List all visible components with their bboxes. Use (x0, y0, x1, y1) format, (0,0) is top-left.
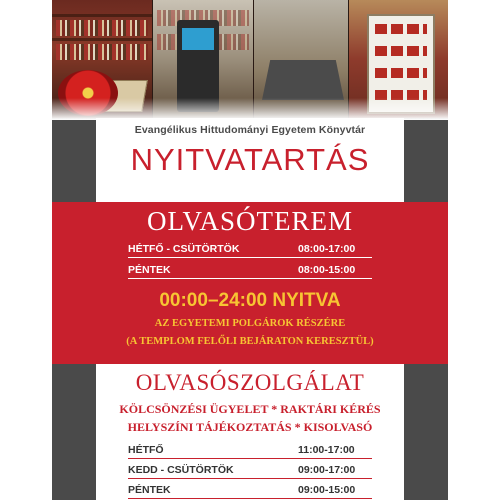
reading-room-title: OLVASÓTEREM (146, 206, 354, 236)
entrance-note: (A TEMPLOM FELŐLI BEJÁRATON KERESZTÜL) (126, 336, 374, 347)
photo-collage (52, 0, 448, 118)
hours-day: HÉTFŐ - CSÜTÖRTÖK (128, 243, 240, 255)
hours-row (128, 484, 372, 499)
hours-time: 08:00-15:00 (298, 264, 356, 276)
services-line: HELYSZÍNI TÁJÉKOZTATÁS * KISOLVASÓ (127, 420, 373, 434)
hours-time: 09:00-15:00 (298, 484, 356, 496)
page-title: NYITVATARTÁS (130, 142, 370, 177)
reading-room-section (52, 202, 448, 364)
hours-time: 11:00-17:00 (298, 444, 355, 456)
content-panel (96, 118, 404, 500)
open-24-hours: 00:00–24:00 NYITVA (159, 290, 341, 311)
services-line: KÖLCSÖNZÉSI ÜGYELET * RAKTÁRI KÉRÉS (119, 402, 381, 416)
library-name: Evangélikus Hittudományi Egyetem Könyvtár (134, 124, 366, 136)
access-note: AZ EGYETEMI POLGÁROK RÉSZÉRE (154, 318, 346, 329)
reader-service-title: OLVASÓSZOLGÁLAT (135, 370, 365, 395)
hours-day: PÉNTEK (128, 264, 171, 276)
hours-time: 08:00-17:00 (298, 243, 356, 255)
opening-hours-poster (52, 0, 448, 500)
hours-day: KEDD - CSÜTÖRTÖK (128, 464, 234, 476)
hours-row (128, 444, 372, 459)
hours-row (128, 243, 372, 258)
hours-day: HÉTFŐ (128, 444, 164, 456)
hours-time: 09:00-17:00 (298, 464, 356, 476)
hours-day: PÉNTEK (128, 484, 171, 496)
hours-row (128, 464, 372, 479)
hours-row (128, 264, 372, 279)
